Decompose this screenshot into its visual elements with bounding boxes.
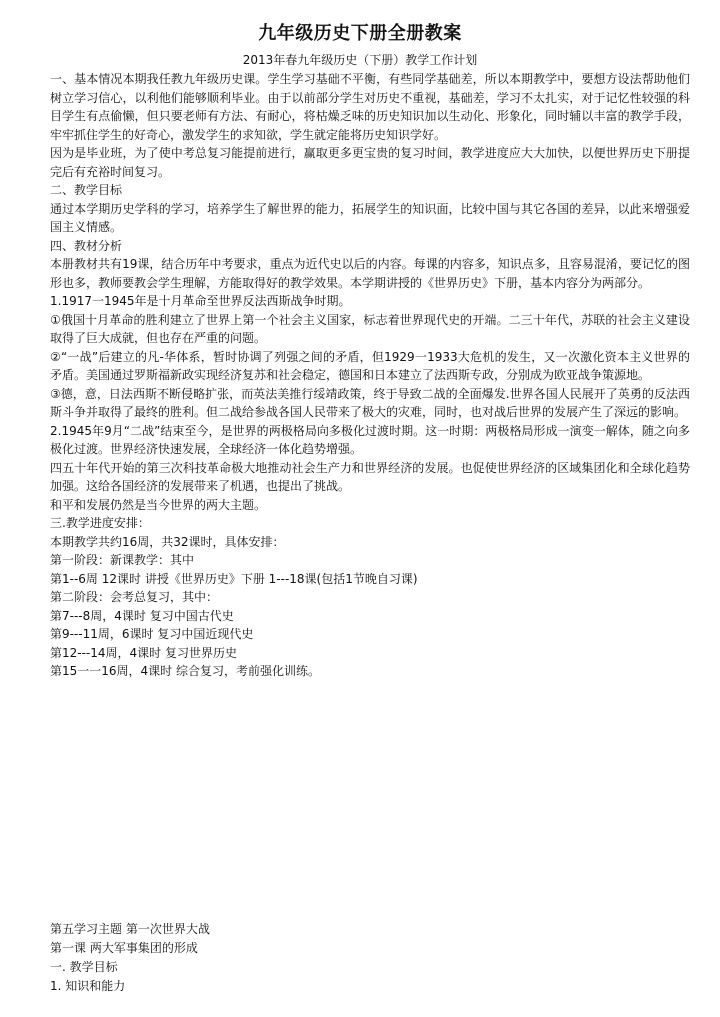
heading-schedule: 三.教学进度安排： — [50, 516, 150, 530]
paragraph-graduation-class: 因为是毕业班，为了使中考总复习能提前进行，赢取更多更宝贵的复习时间，教学进度应大大加快，以便世界历史下册提完后有充裕时间复习。 — [50, 146, 690, 179]
paragraph-basic-situation: 一、基本情况本期我任教九年级历史课。学生学习基础不平衡，有些同学基础差，所以本期教学中，要想方设法帮助他们树立学习信心，以利他们能够顺利毕业。由于以前部分学生对历史不重视，基础差，学习不太扎实，对于记忆性较强的科目学生有点偷懒，但只要老师有方法、有耐心，将枯燥乏味的历史知识加以生动化、形象化，同时辅以丰富的教学手段，牢牢抓住学生的好奇心，激发学生的求知欲，学生就定能将历史知识学好。 — [50, 72, 690, 142]
lesson-section-heading: 一. 教学目标 — [50, 960, 118, 974]
paragraph-point-2: ②“一战”后建立的凡-华体系，暂时协调了列强之间的矛盾，但1929一1933大危机的发生，又一次激化资本主义世界的矛盾。美国通过罗斯福新政实现经济复苏和社会稳定，德国和日本建立了法西斯专政，分别成为欧亚战争策源地。 — [50, 349, 690, 382]
plan-body — [50, 70, 690, 681]
schedule-stage-2: 第二阶段：会考总复习，其中： — [50, 590, 219, 604]
lesson-section — [50, 920, 690, 996]
schedule-weeks-1-6: 第1--6周 12课时 讲授《世界历史》下册 1---18课(包括1节晚自习课) — [50, 571, 418, 586]
heading-teaching-goals: 二、教学目标 — [50, 183, 123, 197]
lesson-theme: 第五学习主题 第一次世界大战 — [50, 922, 210, 936]
schedule-weeks-15-16: 第15一一16周，4课时 综合复习，考前强化训练。 — [50, 664, 320, 678]
paragraph-textbook-analysis: 本册教材共有19课，结合历年中考要求，重点为近代史以后的内容。每课的内容多，知识点多，且容易混淆，要记忆的图形也多，教师要教会学生理解，方能取得好的教学效果。本学期讲授的《世界历史》下册，基本内容分为两部分。 — [50, 257, 690, 290]
document-subtitle: 2013年春九年级历史（下册）教学工作计划 — [242, 53, 478, 67]
document-title: 九年级历史下册全册教案 — [258, 23, 462, 44]
schedule-weeks-9-11: 第9---11周，6课时 复习中国近现代史 — [50, 627, 254, 641]
lesson-title: 第一课 两大军事集团的形成 — [50, 941, 198, 955]
paragraph-teaching-goals: 通过本学期历史学科的学习，培养学生了解世界的能力，拓展学生的知识面，比较中国与其它各国的差异，以此来增强爱国主义情感。 — [50, 201, 690, 234]
paragraph-point-3: ③德，意，日法西斯不断侵略扩张，而英法美推行绥靖政策，终于导致二战的全面爆发.世界各国人民展开了英勇的反法西斯斗争并取得了最终的胜利。但二战给参战各国人民带来了极大的灾难，同时，也对战后世界的发展产生了深远的影响。 — [50, 386, 690, 419]
schedule-weeks-12-14: 第12---14周，4课时 复习世界历史 — [50, 645, 237, 660]
schedule-stage-1: 第一阶段：新课教学：其中 — [50, 553, 195, 567]
lesson-subsection-heading: 1. 知识和能力 — [50, 979, 126, 993]
schedule-summary: 本期教学共约16周，共32课时，具体安排： — [50, 534, 285, 549]
heading-textbook-analysis: 四、教材分析 — [50, 238, 123, 253]
paragraph-tech-revolution: 四五十年代开始的第三次科技革命极大地推动社会生产力和世界经济的发展。也促使世界经济的区域集团化和全球化趋势加强。这给各国经济的发展带来了机遇，也提出了挑战。 — [50, 460, 690, 493]
paragraph-period-1: 1.1917一1945年是十月革命至世界反法西斯战争时期。 — [50, 294, 351, 308]
paragraph-period-2: 2.1945年9月“二战”结束至今，是世界的两极格局向多极化过渡时期。这一时期：两极格局形成一演变一解体，随之向多极化过渡。世界经济快速发展，全球经济一体化趋势增强。 — [50, 423, 690, 456]
paragraph-point-1: ①俄国十月革命的胜利建立了世界上第一个社会主义国家，标志着世界现代史的开端。二三十年代，苏联的社会主义建设取得了巨大成就，但也存在严重的问题。 — [50, 312, 690, 345]
paragraph-peace-development: 和平和发展仍然是当今世界的两大主题。 — [50, 497, 267, 512]
schedule-weeks-7-8: 第7---8周，4课时 复习中国古代史 — [50, 608, 234, 623]
